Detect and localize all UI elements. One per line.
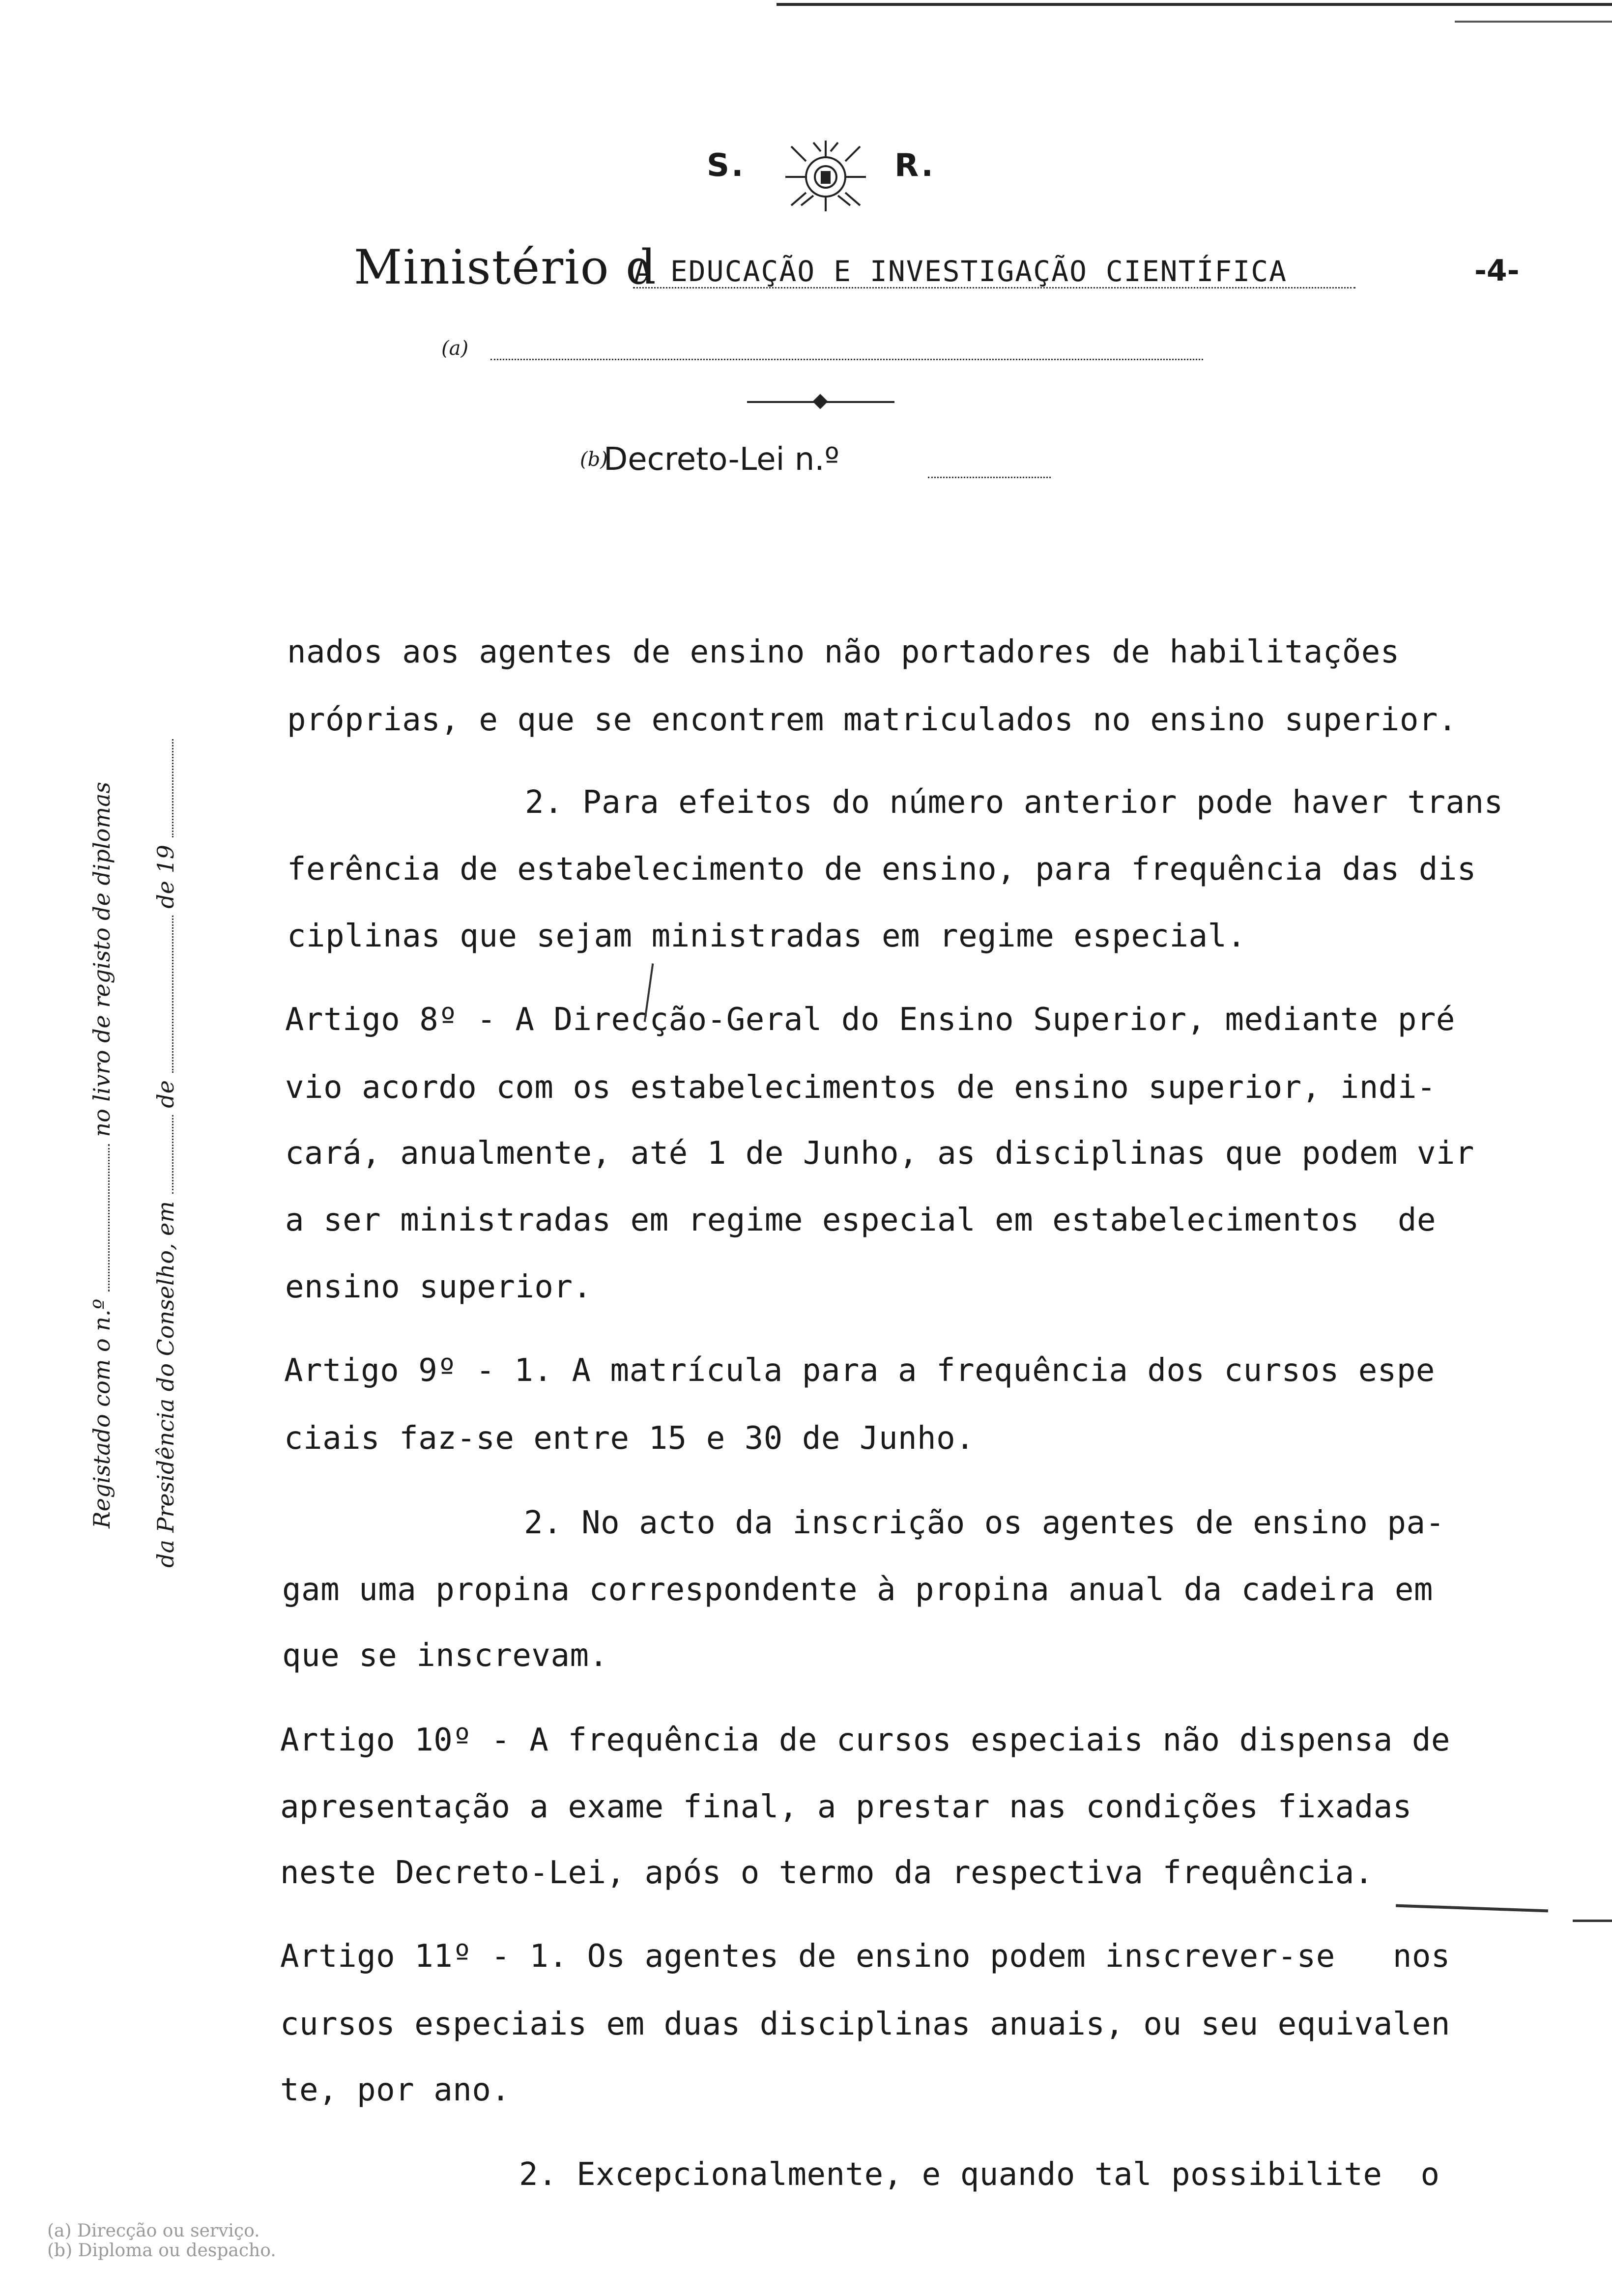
handwritten-stroke	[1396, 1904, 1548, 1913]
republic-emblem-icon	[772, 132, 880, 215]
body-line: cará, anualmente, até 1 de Junho, as disciplinas que podem vir	[285, 1135, 1474, 1172]
article-8-line: Artigo 8º - A Direcção-Geral do Ensino Superior, mediante pré	[285, 1002, 1455, 1038]
decreto-lei-label: Decreto-Lei n.º	[604, 441, 839, 478]
body-line: ciplinas que sejam ministradas em regime especial.	[287, 918, 1246, 954]
field-a-line	[490, 359, 1203, 360]
margin-de-19: de 19	[152, 844, 179, 909]
body-line: a ser ministradas em regime especial em estabelecimentos de	[285, 1202, 1436, 1238]
body-line: ferência de estabelecimento de ensino, para frequência das dis	[287, 851, 1476, 888]
footnote-b: (b) Diploma ou despacho.	[47, 2240, 276, 2261]
body-line: gam uma propina correspondente à propina anual da cadeira em	[282, 1572, 1433, 1608]
page-number: -4-	[1474, 254, 1520, 288]
margin-presidencia: da Presidência do Conselho, em	[152, 1201, 179, 1568]
body-line: ciais faz-se entre 15 e 30 de Junho.	[284, 1420, 975, 1457]
ministry-underline	[633, 287, 1355, 288]
ministry-prefix: Ministério d	[354, 240, 657, 295]
body-line: 2. Excepcionalmente, e quando tal possibilite o	[519, 2156, 1440, 2193]
footnote-a: (a) Direcção ou serviço.	[47, 2221, 260, 2241]
margin-livro: no livro de registo de diplomas	[88, 781, 115, 1137]
body-line: te, por ano.	[280, 2072, 511, 2108]
header-sr-left: S.	[707, 147, 746, 184]
body-line: neste Decreto-Lei, após o termo da respectiva frequência.	[280, 1855, 1374, 1891]
article-11-line: Artigo 11º - 1. Os agentes de ensino podem inscrever-se nos	[280, 1938, 1450, 1975]
body-line: nados aos agentes de ensino não portadores de habilitações	[287, 634, 1400, 670]
scan-edge	[777, 3, 1612, 6]
field-b-label: (b)	[580, 448, 608, 471]
article-10-line: Artigo 10º - A frequência de cursos especiais não dispensa de	[280, 1722, 1450, 1758]
decreto-number-line	[928, 477, 1051, 478]
scan-edge-mark	[1455, 21, 1612, 23]
body-line: 2. No acto da inscrição os agentes de ensino pa-	[524, 1505, 1445, 1541]
body-line: vio acordo com os estabelecimentos de ensino superior, indi-	[285, 1069, 1436, 1106]
header-sr-right: R.	[894, 147, 935, 184]
body-line: que se inscrevam.	[282, 1637, 608, 1674]
margin-presidencia-note	[152, 739, 179, 1568]
body-line: apresentação a exame final, a prestar nas condições fixadas	[280, 1789, 1412, 1825]
body-line: próprias, e que se encontrem matriculados no ensino superior.	[287, 702, 1457, 738]
handwritten-stroke	[1573, 1920, 1612, 1922]
body-line: cursos especiais em duas disciplinas anuais, ou seu equivalen	[280, 2006, 1450, 2042]
body-line: ensino superior.	[285, 1269, 592, 1305]
article-9-line: Artigo 9º - 1. A matrícula para a frequência dos cursos espe	[284, 1352, 1435, 1389]
divider-diamond-icon	[812, 394, 828, 409]
margin-de: de	[152, 1080, 179, 1108]
footnote	[47, 2221, 276, 2261]
margin-registado: Registado com o n.º	[88, 1298, 115, 1528]
body-line: 2. Para efeitos do número anterior pode haver trans	[525, 784, 1503, 821]
margin-registration-note	[88, 782, 115, 1528]
ministry-name: A EDUCAÇÃO E INVESTIGAÇÃO CIENTÍFICA	[634, 255, 1288, 288]
field-a-label: (a)	[441, 337, 469, 360]
